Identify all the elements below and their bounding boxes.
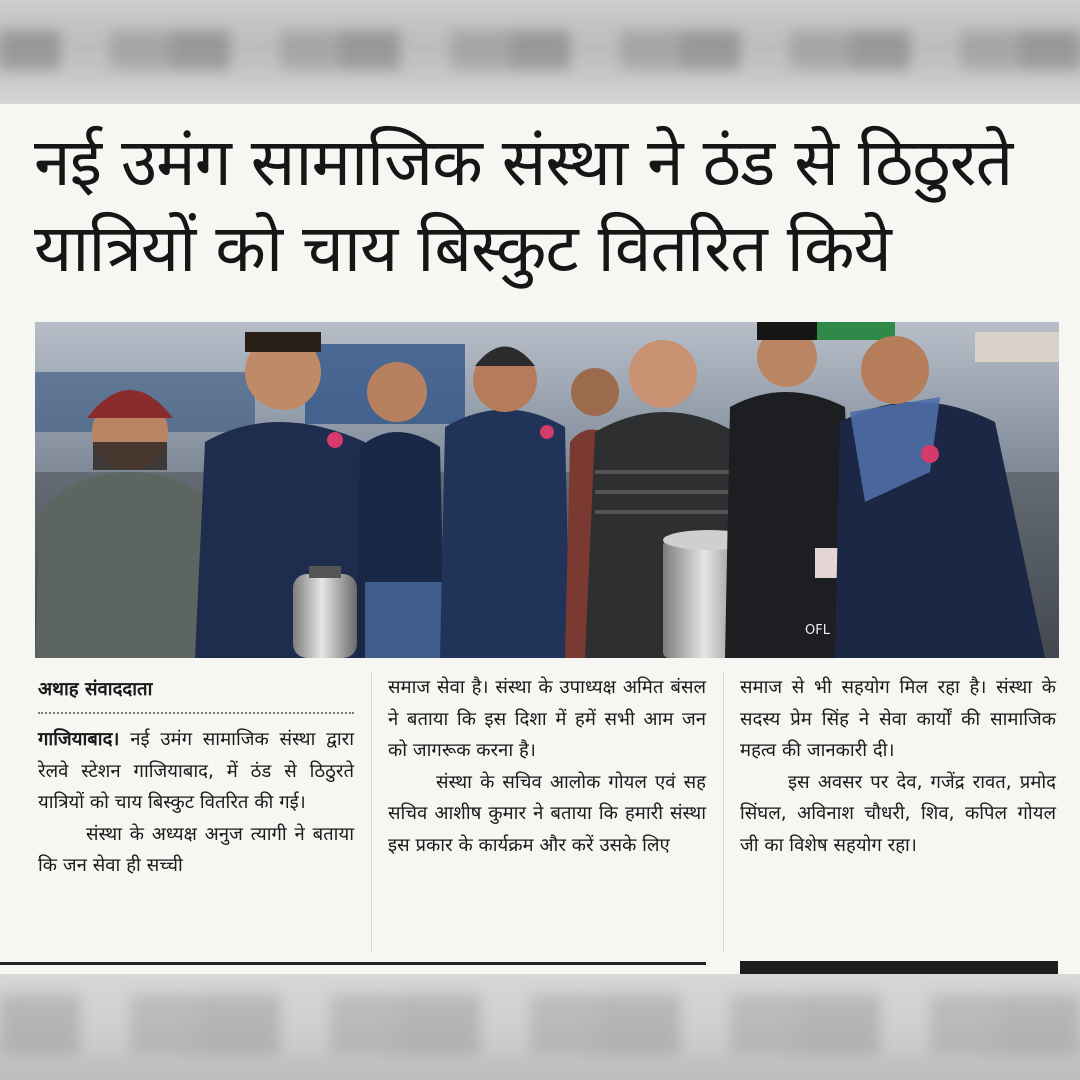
article-paragraph: इस अवसर पर देव, गजेंद्र रावत, प्रमोद सिंघल, अविनाश चौधरी, शिव, कपिल गोयल जी का विशेष सहयोग रहा। [740, 771, 1056, 856]
blurred-background-top [0, 0, 1080, 104]
urn-label: OFL [805, 623, 830, 638]
article-paragraph [38, 724, 354, 819]
news-photo [35, 322, 1059, 658]
blurred-background-bottom [0, 974, 1080, 1080]
bottom-rule [0, 962, 706, 965]
newspaper-clipping [0, 104, 1080, 974]
next-article-header-bar [740, 961, 1058, 974]
article-paragraph: समाज सेवा है। संस्था के उपाध्यक्ष अमित बंसल ने बताया कि इस दिशा में हमें सभी आम जन को जागरूक करना है। [388, 677, 706, 761]
article-paragraph: समाज से भी सहयोग मिल रहा है। संस्था के सदस्य प्रेम सिंह ने सेवा कार्यों की सामाजिक महत्व की जानकारी दी। [740, 677, 1056, 761]
article-column-3 [740, 672, 1056, 861]
article-paragraph: संस्था के सचिव आलोक गोयल एवं सह सचिव आशीष कुमार ने बताया कि हमारी संस्था इस प्रकार के कार्यक्रम और करें उसके लिए [388, 771, 706, 856]
thermos-jug [293, 566, 357, 658]
column-divider [723, 672, 724, 952]
headline-line-1: नई उमंग सामाजिक संस्था ने ठंड से ठिठुरते [34, 124, 1013, 201]
green-sign [805, 322, 895, 340]
headline-line-2: यात्रियों को चाय बिस्कुट वितरित किये [34, 210, 891, 287]
article-paragraph: संस्था के अध्यक्ष अनुज त्यागी ने बताया कि जन सेवा ही सच्ची [38, 823, 354, 876]
headline [34, 120, 1044, 292]
dateline: गाजियाबाद। [38, 729, 120, 750]
article-column-1 [38, 672, 354, 882]
shop-sign [975, 332, 1059, 362]
byline: अथाह संवाददाता [38, 679, 153, 700]
article-column-2 [388, 672, 706, 861]
paragraph-text: नई उमंग सामाजिक संस्था द्वारा रेलवे स्टेशन गाजियाबाद, में ठंड से ठिठुरते यात्रियों को चाय बिस्कुट वितरित की गई। [38, 729, 354, 813]
column-divider [371, 672, 372, 952]
byline-dotted-rule [38, 712, 354, 714]
